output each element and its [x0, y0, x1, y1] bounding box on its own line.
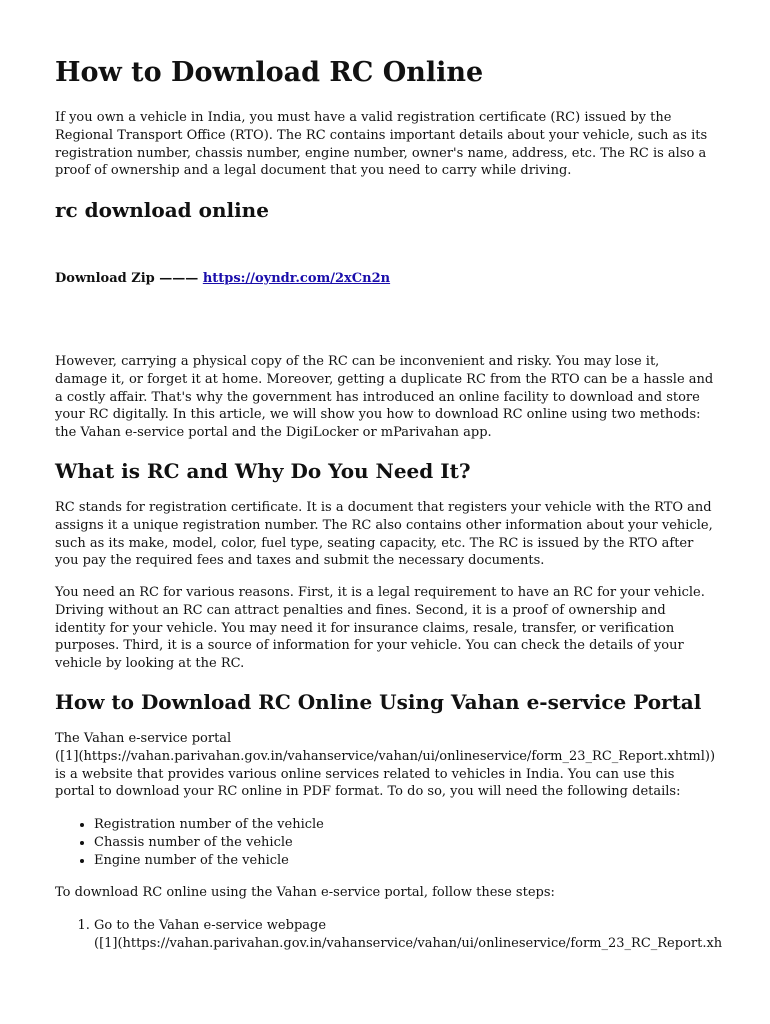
steps-intro-paragraph: To download RC online using the Vahan e-service portal, follow these steps:: [55, 885, 555, 900]
download-link[interactable]: https://oyndr.com/2xCn2n: [202, 271, 391, 286]
download-label: Download Zip ———: [55, 271, 203, 286]
step1-line1: 1. Go to the Vahan e-service webpage: [94, 918, 327, 933]
list-item: [94, 917, 734, 953]
vahan-intro-link-line: ([1](https://vahan.parivahan.gov.in/vahanservice/vahan/ui/onlineservice/form_23_RC_Report.xhtml)): [55, 748, 716, 764]
download-line: [55, 270, 390, 288]
step1-line2: ([1](https://vahan.parivahan.gov.in/vahanservice/vahan/ui/onlineservice/form_23_RC_Report.xh: [94, 935, 723, 951]
however-paragraph: However, carrying a physical copy of the RC can be inconvenient and risky. You may lose it, damage it, or forget it at home. Moreover, getting a duplicate RC from the RTO can be a hassle and a costly affair. That's why the government has introduced an online facility to download and store your RC digitally. In this article, we will show you how to download RC online using two methods: the Vahan e-service portal and the DigiLocker or mParivahan app.: [55, 354, 714, 441]
vahan-intro-paragraph: [55, 730, 715, 801]
list-item: • Registration number of the vehicle: [94, 816, 714, 834]
steps-list: [55, 917, 734, 953]
required-details-list: [55, 816, 714, 869]
list-item: • Chassis number of the vehicle: [94, 834, 714, 852]
rc-reasons-paragraph: You need an RC for various reasons. First, it is a legal requirement to have an RC for your vehicle. Driving without an RC can attract penalties and fines. Second, it is a proof of ownership and identity for your vehicle. You may need it for insurance claims, resale, transfer, or verification purposes. Third, it is a source of information for your vehicle. You can check the details of your vehicle by looking at the RC.: [55, 585, 705, 672]
rc-download-heading: rc download online: [55, 198, 269, 222]
vahan-intro-rest: is a website that provides various online services related to vehicles in India. You can use this portal to download your RC online in PDF format. To do so, you will need the following details:: [55, 766, 681, 800]
what-is-rc-heading: What is RC and Why Do You Need It?: [55, 459, 471, 483]
list-item: • Engine number of the vehicle: [94, 852, 714, 870]
page-title: How to Download RC Online: [55, 57, 484, 88]
vahan-intro-line1: The Vahan e-service portal: [55, 731, 232, 746]
intro-paragraph: If you own a vehicle in India, you must have a valid registration certificate (RC) issued by the Regional Transport Office (RTO). The RC contains important details about your vehicle, such as its registration number, chassis number, engine number, owner's name, address, etc. The RC is also a proof of ownership and a legal document that you need to carry while driving.: [55, 110, 708, 179]
rc-definition-paragraph: RC stands for registration certificate. It is a document that registers your vehicle with the RTO and assigns it a unique registration number. The RC also contains other information about your vehicle, such as its make, model, color, fuel type, seating capacity, etc. The RC is issued by the RTO after you pay the required fees and taxes and submit the necessary documents.: [55, 500, 713, 569]
vahan-heading: How to Download RC Online Using Vahan e-service Portal: [55, 690, 702, 714]
